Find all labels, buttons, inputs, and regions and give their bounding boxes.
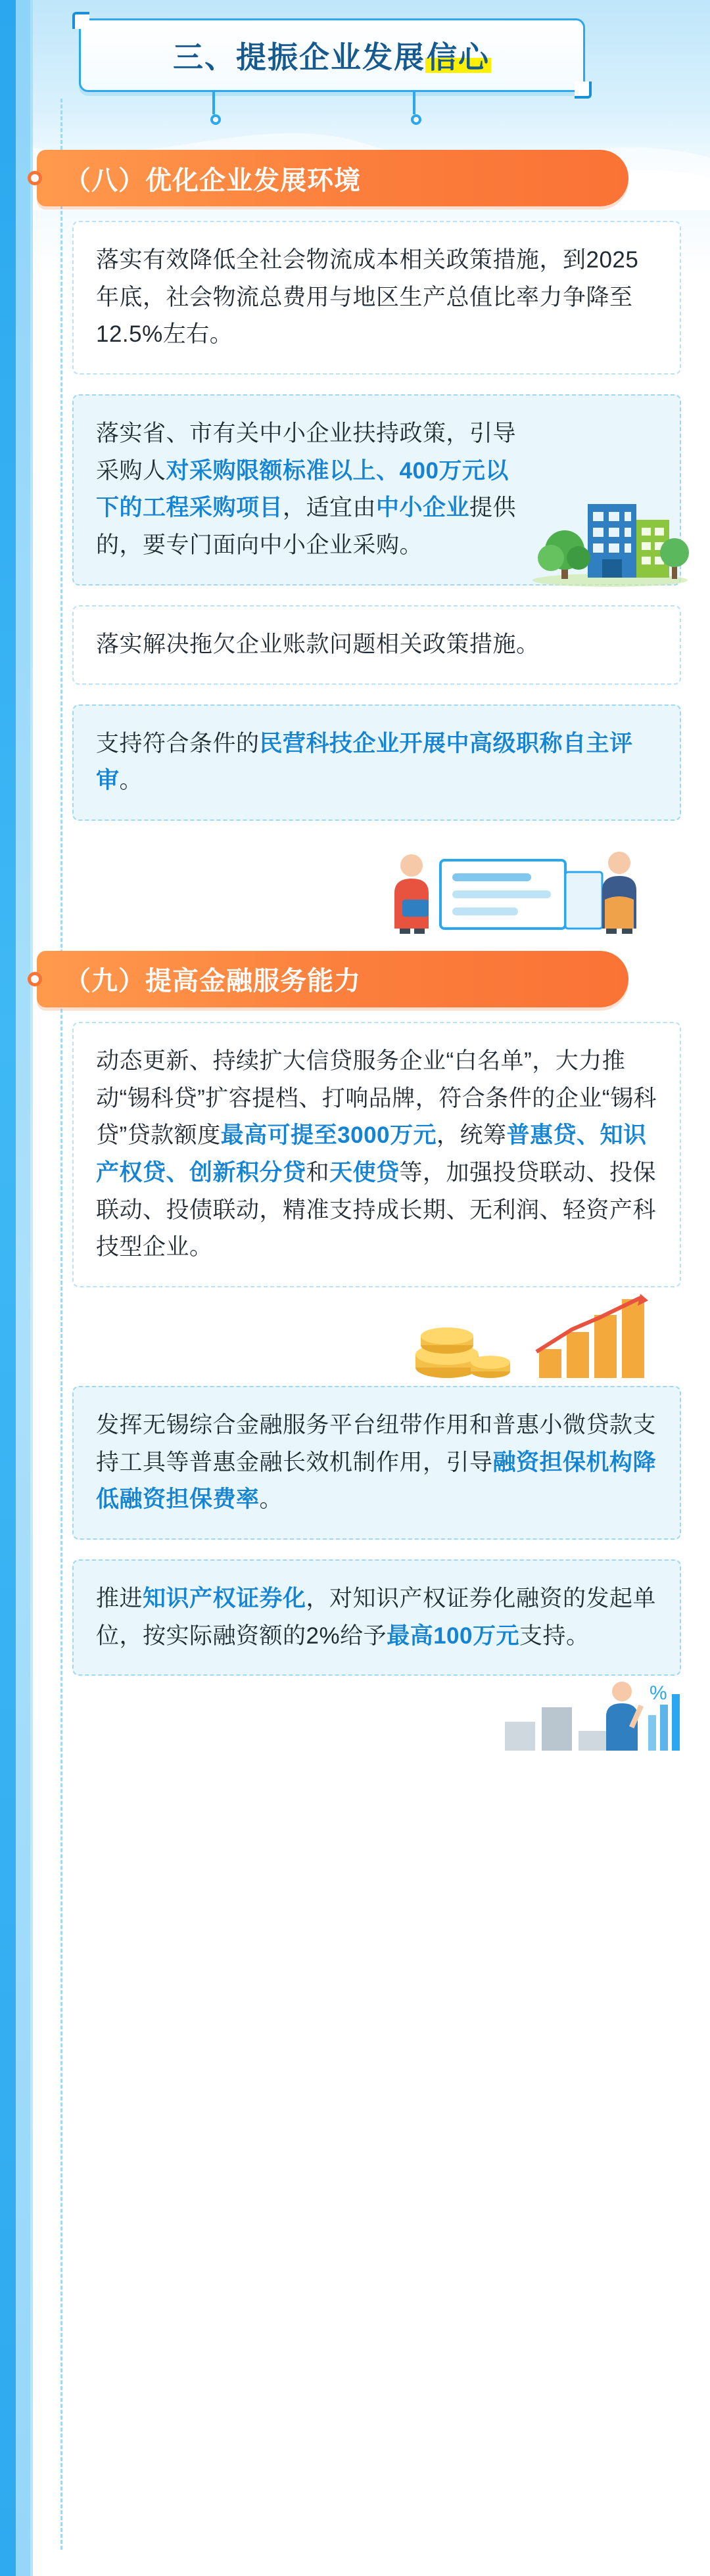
card-9-2-text-b: 。 (259, 1486, 283, 1513)
card-8-4-highlight: 民营科技企业开展中高级职称自主评审 (96, 730, 633, 794)
building-icon (525, 476, 689, 588)
card-9-3-text-c: 支持。 (519, 1622, 590, 1649)
card-9-1-text-c: 和 (306, 1159, 330, 1185)
page-title (79, 34, 585, 77)
left-rail (0, 0, 30, 2576)
card-8-2 (72, 394, 681, 586)
page-title-highlight: 信心 (427, 40, 490, 74)
person-right (602, 852, 636, 934)
left-rail-inner (16, 0, 33, 2576)
card-8-4-text-a: 支持符合条件的 (96, 730, 260, 756)
card-8-2-text-b: ，适宜由 (283, 495, 377, 521)
card-9-1-text-d: 等，加强投贷联动、投保联动、投债联动，精准支持成长期、无利润、轻资产科技型企业。 (96, 1159, 657, 1260)
page-title-prefix: 三、提振企业发展 (173, 40, 425, 74)
person-podium-icon (493, 1665, 690, 1751)
card-9-1-highlight-a: 最高可提至3000万元 (220, 1122, 437, 1149)
card-8-1-text: 落实有效降低全社会物流成本相关政策措施，到2025年底，社会物流总费用与地区生产总值比率力争降至12.5%左右。 (96, 247, 639, 348)
card-9-3-text-a: 推进 (96, 1586, 143, 1612)
card-9-2-text-a: 发挥无锡综合金融服务平台纽带作用和普惠小微贷款支持工具等普惠金融长效机制作用，引导 (96, 1412, 657, 1475)
card-9-1-text-a: 动态更新、持续扩大信贷服务企业“白名单”，大力推动“锡科贷”扩容提档、打响品牌，符合条件的企业“锡科贷”贷款额度 (96, 1047, 657, 1149)
pin-left (210, 92, 217, 124)
section-heading-8 (37, 150, 628, 206)
banner-corner-top-left (72, 12, 89, 29)
card-8-2-text-a: 落实省、市有关中小企业扶持政策，引导采购人 (96, 421, 517, 484)
card-9-3-highlight-b: 最高100万元 (387, 1622, 519, 1649)
card-9-1 (72, 1022, 681, 1287)
card-8-1 (72, 221, 681, 375)
svg-text:%: % (650, 1682, 667, 1705)
card-8-4 (72, 704, 681, 821)
people-documents-icon (368, 837, 651, 935)
card-8-2-highlight-a: 对采购限额标准以上、400万元以下的工程采购项目 (96, 457, 509, 521)
person-left (394, 854, 429, 934)
pin-right (411, 92, 417, 124)
card-9-1-highlight-b: 普惠贷、知识产权贷、创新积分贷 (96, 1122, 647, 1185)
card-9-3-text-b: ，对知识产权证券化融资的发起单位，按实际融资额的2%给予 (96, 1586, 657, 1649)
section-bullet-8 (28, 171, 42, 185)
section-heading-8-label: （八）优化企业发展环境 (64, 166, 361, 195)
card-9-2-highlight: 融资担保机构降低融资担保费率 (96, 1449, 657, 1513)
section-heading-9 (37, 951, 628, 1007)
card-8-2-text-c: 提供的，要专门面向中小企业采购。 (96, 495, 517, 559)
card-8-3-text: 落实解决拖欠企业账款问题相关政策措施。 (96, 631, 540, 657)
card-8-2-highlight-b: 中小企业 (376, 495, 470, 521)
section-bullet-9 (28, 972, 42, 986)
card-9-1-text-b: ，统筹 (437, 1122, 507, 1149)
card-9-2 (72, 1386, 681, 1540)
card-8-4-text-b: 。 (119, 768, 143, 794)
section-heading-9-label: （九）提高金融服务能力 (64, 967, 361, 996)
banner-pins (79, 92, 585, 134)
coins-growth-chart-icon (375, 1289, 657, 1381)
page-title-banner (79, 18, 585, 92)
timeline-dashed-line (60, 99, 62, 2550)
card-9-3-highlight-a: 知识产权证券化 (143, 1586, 306, 1612)
card-8-3 (72, 605, 681, 685)
card-9-3 (72, 1559, 681, 1676)
card-9-1-highlight-c: 天使贷 (329, 1159, 400, 1185)
